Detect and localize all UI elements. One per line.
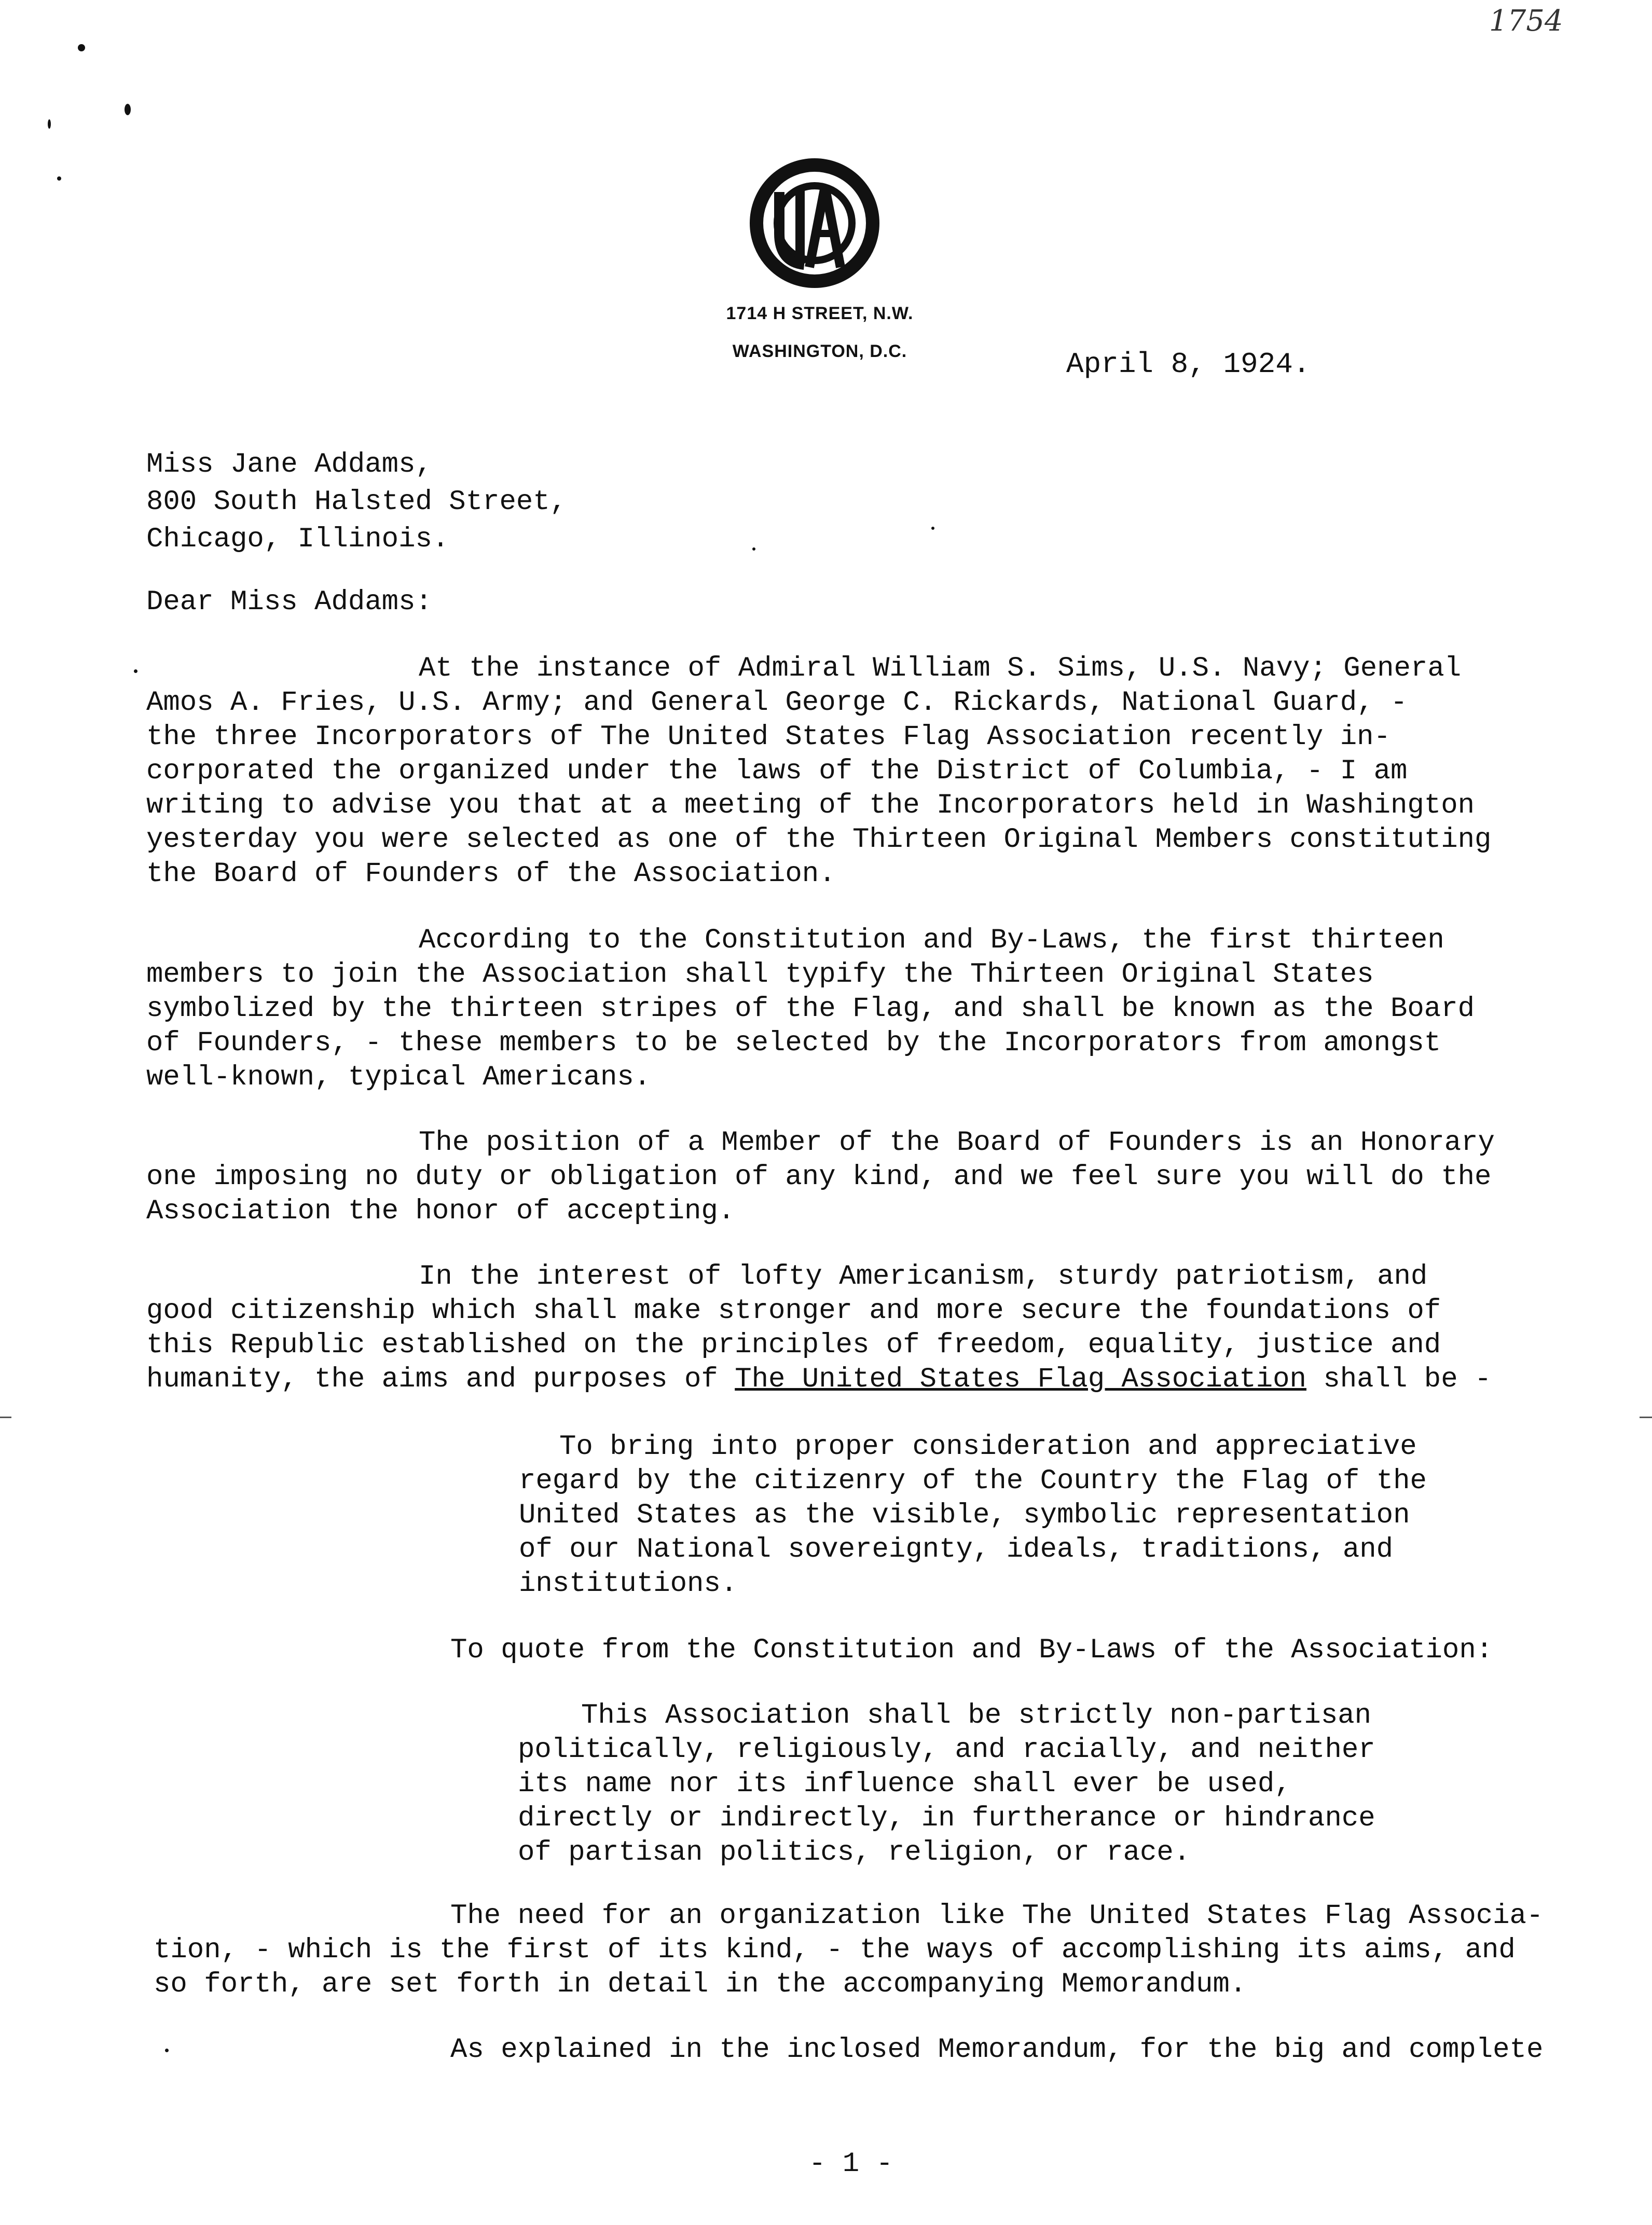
scan-edge-mark (1640, 1417, 1652, 1418)
paragraph-line: The need for an organization like The United States Flag Associa- (450, 1900, 1544, 1932)
underlined-organization-name: The United States Flag Association (735, 1364, 1306, 1395)
paragraph-line: so forth, are set forth in detail in the accompanying Memorandum. (154, 1969, 1247, 2000)
paragraph-5 (154, 1899, 1543, 2002)
paragraph-line: As explained in the inclosed Memorandum, for the big and complete (450, 2034, 1544, 2066)
scan-speck (57, 176, 61, 181)
paragraph-2 (146, 924, 1475, 1095)
paragraph-line: the three Incorporators of The United States Flag Association recently in- (146, 721, 1391, 753)
scan-edge-mark (0, 1417, 11, 1418)
paragraph-line: this Republic established on the principles of freedom, equality, justice and (146, 1329, 1441, 1361)
salutation: Dear Miss Addams: (146, 586, 432, 618)
paragraph-line: Association the honor of accepting. (146, 1196, 735, 1227)
paragraph-line: writing to advise you that at a meeting of the Incorporators held in Washington (146, 790, 1475, 821)
letterhead-address-street: 1714 H STREET, N.W. (726, 304, 914, 323)
paragraph-1 (146, 652, 1491, 891)
paragraph-line: symbolized by the thirteen stripes of the Flag, and shall be known as the Board (146, 993, 1475, 1025)
paragraph-line: The position of a Member of the Board of Founders is an Honorary (419, 1127, 1495, 1159)
aim-line: United States as the visible, symbolic representation (519, 1500, 1410, 1531)
quote-block (518, 1699, 1375, 1870)
handwritten-annotation: 1754 (1489, 4, 1563, 38)
paragraph-line: tion, - which is the first of its kind, - the ways of accomplishing its aims, and (154, 1934, 1516, 1966)
scan-speck (752, 547, 755, 551)
quote-line: politically, religiously, and racially, and neither (518, 1734, 1375, 1766)
aim-line: institutions. (519, 1568, 738, 1600)
letter-date: April 8, 1924. (1066, 348, 1311, 381)
paragraph-line: good citizenship which shall make stronger and more secure the foundations of (146, 1295, 1441, 1327)
line-text: shall be - (1306, 1364, 1492, 1395)
quote-line: of partisan politics, religion, or race. (518, 1837, 1191, 1869)
recipient-name: Miss Jane Addams, (146, 449, 432, 480)
paragraph-line: According to the Constitution and By-Laws, the first thirteen (419, 925, 1444, 956)
usfa-monogram-logo (747, 156, 882, 291)
scan-speck (48, 119, 51, 129)
quote-line: directly or indirectly, in furtherance or hindrance (518, 1803, 1375, 1834)
letterhead-address-city: WASHINGTON, D.C. (732, 341, 907, 361)
quote-intro (450, 1633, 1493, 1668)
aim-block (519, 1430, 1427, 1601)
recipient-city: Chicago, Illinois. (146, 524, 449, 555)
scan-speck (125, 104, 131, 115)
paragraph-line: one imposing no duty or obligation of any kind, and we feel sure you will do the (146, 1161, 1492, 1193)
recipient-street: 800 South Halsted Street, (146, 486, 567, 518)
paragraph-line: In the interest of lofty Americanism, sturdy patriotism, and (419, 1261, 1428, 1293)
aim-line: To bring into proper consideration and appreciative (559, 1431, 1417, 1463)
paragraph-line: corporated the organized under the laws of the District of Columbia, - I am (146, 756, 1408, 787)
paragraph-3 (146, 1126, 1495, 1229)
paragraph-line: yesterday you were selected as one of the Thirteen Original Members constituting (146, 824, 1492, 856)
scan-speck (78, 44, 85, 51)
paragraph-line: of Founders, - these members to be selected by the Incorporators from amongst (146, 1027, 1441, 1059)
scan-speck (134, 669, 137, 673)
paragraph-line: At the instance of Admiral William S. Sims, U.S. Navy; General (419, 653, 1462, 684)
quote-intro-line: To quote from the Constitution and By-Laws of the Association: (450, 1635, 1493, 1666)
paragraph-4 (146, 1260, 1491, 1397)
quote-line: its name nor its influence shall ever be used, (518, 1768, 1291, 1800)
paragraph-line: members to join the Association shall typify the Thirteen Original States (146, 959, 1374, 991)
paragraph-line (146, 1363, 1491, 1397)
aim-line: regard by the citizenry of the Country the Flag of the (519, 1465, 1427, 1497)
quote-line: This Association shall be strictly non-partisan (581, 1700, 1372, 1732)
paragraph-6 (450, 2033, 1543, 2067)
recipient-block (146, 446, 567, 558)
paragraph-line: the Board of Founders of the Association. (146, 858, 836, 890)
scan-speck (931, 527, 934, 530)
line-text: humanity, the aims and purposes of (146, 1364, 735, 1395)
paragraph-line: Amos A. Fries, U.S. Army; and General George C. Rickards, National Guard, - (146, 687, 1408, 719)
page-number: - 1 - (808, 2148, 893, 2180)
aim-line: of our National sovereignty, ideals, traditions, and (519, 1534, 1394, 1565)
scan-speck (165, 2049, 169, 2052)
paragraph-line: well-known, typical Americans. (146, 1062, 651, 1093)
